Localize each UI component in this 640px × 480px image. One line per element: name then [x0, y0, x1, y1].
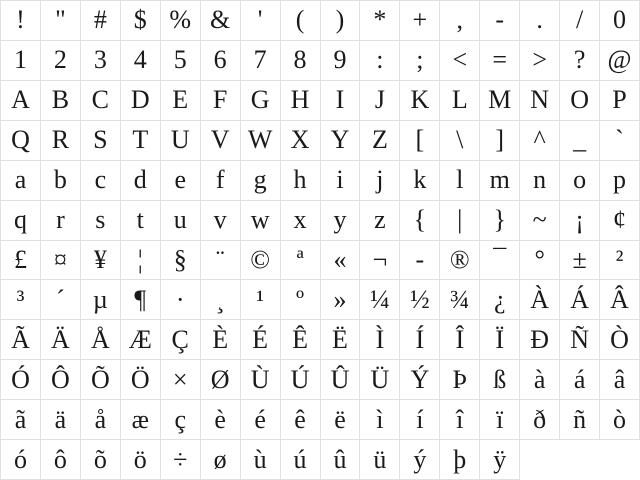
glyph-cell[interactable]: ¯ — [480, 241, 520, 281]
glyph-cell[interactable]: R — [41, 121, 81, 161]
glyph-cell[interactable]: M — [480, 81, 520, 121]
glyph-cell[interactable]: Ü — [360, 360, 400, 400]
glyph-cell[interactable]: 5 — [161, 41, 201, 81]
glyph-cell[interactable]: Æ — [121, 320, 161, 360]
glyph-cell[interactable]: H — [281, 81, 321, 121]
glyph-cell[interactable]: º — [281, 280, 321, 320]
glyph-cell[interactable]: b — [41, 161, 81, 201]
glyph-cell[interactable]: @ — [600, 41, 640, 81]
glyph-cell[interactable]: ¤ — [41, 241, 81, 281]
glyph-cell[interactable]: ¹ — [241, 280, 281, 320]
glyph-cell[interactable]: á — [560, 360, 600, 400]
glyph-cell[interactable]: V — [201, 121, 241, 161]
glyph-cell[interactable]: Ô — [41, 360, 81, 400]
glyph-cell[interactable]: n — [520, 161, 560, 201]
glyph-cell[interactable]: ¾ — [440, 280, 480, 320]
glyph-cell[interactable]: ÿ — [480, 440, 520, 480]
glyph-cell[interactable]: = — [480, 41, 520, 81]
glyph-cell[interactable]: W — [241, 121, 281, 161]
glyph-cell[interactable]: · — [161, 280, 201, 320]
glyph-cell[interactable]: à — [520, 360, 560, 400]
glyph-cell[interactable]: E — [161, 81, 201, 121]
glyph-cell[interactable]: ^ — [520, 121, 560, 161]
glyph-cell[interactable]: c — [81, 161, 121, 201]
glyph-cell[interactable]: p — [600, 161, 640, 201]
glyph-cell[interactable]: a — [1, 161, 41, 201]
glyph-cell[interactable]: è — [201, 400, 241, 440]
glyph-cell[interactable]: h — [281, 161, 321, 201]
glyph-cell[interactable]: [ — [400, 121, 440, 161]
glyph-cell[interactable]: % — [161, 1, 201, 41]
glyph-cell[interactable]: ÷ — [161, 440, 201, 480]
glyph-cell[interactable]: / — [560, 1, 600, 41]
glyph-cell[interactable]: G — [241, 81, 281, 121]
glyph-cell[interactable]: 1 — [1, 41, 41, 81]
glyph-cell[interactable]: ô — [41, 440, 81, 480]
glyph-cell[interactable]: 2 — [41, 41, 81, 81]
glyph-cell[interactable]: 4 — [121, 41, 161, 81]
glyph-cell[interactable]: ¥ — [81, 241, 121, 281]
glyph-cell[interactable]: K — [400, 81, 440, 121]
glyph-cell[interactable]: î — [440, 400, 480, 440]
glyph-cell[interactable]: ` — [600, 121, 640, 161]
glyph-cell[interactable]: # — [81, 1, 121, 41]
glyph-cell[interactable]: Ç — [161, 320, 201, 360]
glyph-cell[interactable]: ¼ — [360, 280, 400, 320]
glyph-cell[interactable]: Î — [440, 320, 480, 360]
glyph-cell[interactable]: ² — [600, 241, 640, 281]
glyph-cell[interactable]: ö — [121, 440, 161, 480]
glyph-cell[interactable]: Þ — [440, 360, 480, 400]
glyph-cell[interactable]: 8 — [281, 41, 321, 81]
glyph-cell[interactable]: . — [520, 1, 560, 41]
glyph-cell[interactable]: ® — [440, 241, 480, 281]
glyph-cell[interactable]: ý — [400, 440, 440, 480]
glyph-cell[interactable]: ë — [321, 400, 361, 440]
empty-cell — [600, 440, 640, 480]
glyph-cell[interactable]: Ò — [600, 320, 640, 360]
glyph-cell[interactable]: I — [321, 81, 361, 121]
glyph-cell[interactable]: q — [1, 201, 41, 241]
glyph-cell[interactable]: ä — [41, 400, 81, 440]
glyph-cell[interactable]: µ — [81, 280, 121, 320]
glyph-cell[interactable]: ] — [480, 121, 520, 161]
glyph-cell[interactable]: P — [600, 81, 640, 121]
glyph-cell[interactable]: T — [121, 121, 161, 161]
glyph-cell[interactable]: © — [241, 241, 281, 281]
glyph-cell[interactable]: Û — [321, 360, 361, 400]
glyph-cell[interactable]: ? — [560, 41, 600, 81]
glyph-cell[interactable]: Ö — [121, 360, 161, 400]
empty-cell — [520, 440, 560, 480]
glyph-cell[interactable]: : — [360, 41, 400, 81]
glyph-cell[interactable]: d — [121, 161, 161, 201]
glyph-cell[interactable]: æ — [121, 400, 161, 440]
glyph-cell[interactable]: ' — [241, 1, 281, 41]
glyph-cell[interactable]: Ë — [321, 320, 361, 360]
glyph-cell[interactable]: ( — [281, 1, 321, 41]
glyph-cell[interactable]: , — [440, 1, 480, 41]
glyph-cell[interactable]: v — [201, 201, 241, 241]
glyph-cell[interactable]: Ì — [360, 320, 400, 360]
glyph-cell[interactable]: ½ — [400, 280, 440, 320]
glyph-cell[interactable]: ¿ — [480, 280, 520, 320]
glyph-cell[interactable]: ´ — [41, 280, 81, 320]
glyph-cell[interactable]: ¨ — [201, 241, 241, 281]
glyph-cell[interactable]: \ — [440, 121, 480, 161]
glyph-cell[interactable]: ù — [241, 440, 281, 480]
glyph-cell[interactable]: ª — [281, 241, 321, 281]
glyph-cell[interactable]: ¡ — [560, 201, 600, 241]
glyph-cell[interactable]: Y — [321, 121, 361, 161]
glyph-cell[interactable]: Õ — [81, 360, 121, 400]
glyph-cell[interactable]: F — [201, 81, 241, 121]
glyph-cell[interactable]: ¬ — [360, 241, 400, 281]
glyph-cell[interactable]: ñ — [560, 400, 600, 440]
glyph-cell[interactable]: Ø — [201, 360, 241, 400]
glyph-cell[interactable]: l — [440, 161, 480, 201]
glyph-cell[interactable]: C — [81, 81, 121, 121]
glyph-cell[interactable]: Ú — [281, 360, 321, 400]
glyph-cell[interactable]: ð — [520, 400, 560, 440]
glyph-cell[interactable]: ì — [360, 400, 400, 440]
glyph-cell[interactable]: < — [440, 41, 480, 81]
glyph-cell[interactable]: g — [241, 161, 281, 201]
glyph-cell[interactable]: u — [161, 201, 201, 241]
glyph-cell[interactable]: ç — [161, 400, 201, 440]
glyph-cell[interactable]: J — [360, 81, 400, 121]
glyph-cell[interactable]: D — [121, 81, 161, 121]
glyph-cell[interactable]: + — [400, 1, 440, 41]
glyph-cell[interactable]: ; — [400, 41, 440, 81]
glyph-cell[interactable]: ¦ — [121, 241, 161, 281]
glyph-cell[interactable]: ¸ — [201, 280, 241, 320]
glyph-cell[interactable]: ~ — [520, 201, 560, 241]
glyph-cell[interactable]: ß — [480, 360, 520, 400]
glyph-cell[interactable]: _ — [560, 121, 600, 161]
glyph-cell[interactable]: Q — [1, 121, 41, 161]
glyph-cell[interactable]: Ê — [281, 320, 321, 360]
glyph-cell[interactable]: Â — [600, 280, 640, 320]
glyph-cell[interactable]: 9 — [321, 41, 361, 81]
glyph-cell[interactable]: L — [440, 81, 480, 121]
glyph-cell[interactable]: é — [241, 400, 281, 440]
glyph-cell[interactable]: S — [81, 121, 121, 161]
glyph-cell[interactable]: Ð — [520, 320, 560, 360]
glyph-cell[interactable]: ° — [520, 241, 560, 281]
glyph-cell[interactable]: ø — [201, 440, 241, 480]
glyph-cell[interactable]: r — [41, 201, 81, 241]
glyph-cell[interactable]: x — [281, 201, 321, 241]
glyph-cell[interactable]: ò — [600, 400, 640, 440]
glyph-cell[interactable]: j — [360, 161, 400, 201]
glyph-cell[interactable]: N — [520, 81, 560, 121]
glyph-cell[interactable]: e — [161, 161, 201, 201]
glyph-cell[interactable]: û — [321, 440, 361, 480]
glyph-cell[interactable]: 7 — [241, 41, 281, 81]
glyph-cell[interactable]: ú — [281, 440, 321, 480]
glyph-cell[interactable]: - — [400, 241, 440, 281]
glyph-cell[interactable]: ! — [1, 1, 41, 41]
glyph-cell[interactable]: É — [241, 320, 281, 360]
glyph-cell[interactable]: - — [480, 1, 520, 41]
glyph-cell[interactable]: X — [281, 121, 321, 161]
glyph-cell[interactable]: & — [201, 1, 241, 41]
glyph-cell[interactable]: } — [480, 201, 520, 241]
glyph-cell[interactable]: Ã — [1, 320, 41, 360]
glyph-cell[interactable]: ê — [281, 400, 321, 440]
glyph-cell[interactable]: ¶ — [121, 280, 161, 320]
glyph-cell[interactable]: Ï — [480, 320, 520, 360]
glyph-cell[interactable]: × — [161, 360, 201, 400]
glyph-cell[interactable]: Å — [81, 320, 121, 360]
glyph-cell[interactable]: « — [321, 241, 361, 281]
glyph-cell[interactable]: f — [201, 161, 241, 201]
glyph-cell[interactable]: Ó — [1, 360, 41, 400]
glyph-cell[interactable]: $ — [121, 1, 161, 41]
glyph-cell[interactable]: 3 — [81, 41, 121, 81]
glyph-cell[interactable]: Ä — [41, 320, 81, 360]
glyph-cell[interactable]: o — [560, 161, 600, 201]
glyph-cell[interactable]: | — [440, 201, 480, 241]
glyph-cell[interactable]: { — [400, 201, 440, 241]
glyph-cell[interactable]: â — [600, 360, 640, 400]
glyph-cell[interactable]: À — [520, 280, 560, 320]
glyph-cell[interactable]: Ý — [400, 360, 440, 400]
glyph-cell[interactable]: § — [161, 241, 201, 281]
glyph-cell[interactable]: Z — [360, 121, 400, 161]
glyph-cell[interactable]: 6 — [201, 41, 241, 81]
glyph-cell[interactable]: s — [81, 201, 121, 241]
glyph-cell[interactable]: O — [560, 81, 600, 121]
glyph-cell[interactable]: ) — [321, 1, 361, 41]
glyph-cell[interactable]: ³ — [1, 280, 41, 320]
glyph-cell[interactable]: Í — [400, 320, 440, 360]
glyph-cell[interactable]: Á — [560, 280, 600, 320]
glyph-cell[interactable]: A — [1, 81, 41, 121]
glyph-cell[interactable]: ï — [480, 400, 520, 440]
glyph-cell[interactable]: y — [321, 201, 361, 241]
glyph-cell[interactable]: ó — [1, 440, 41, 480]
glyph-cell[interactable]: ü — [360, 440, 400, 480]
glyph-cell[interactable]: å — [81, 400, 121, 440]
glyph-cell[interactable]: i — [321, 161, 361, 201]
glyph-cell[interactable]: ã — [1, 400, 41, 440]
glyph-cell[interactable]: ¢ — [600, 201, 640, 241]
glyph-cell[interactable]: m — [480, 161, 520, 201]
glyph-cell[interactable]: Ñ — [560, 320, 600, 360]
glyph-cell[interactable]: » — [321, 280, 361, 320]
glyph-cell[interactable]: U — [161, 121, 201, 161]
glyph-cell[interactable]: õ — [81, 440, 121, 480]
glyph-cell[interactable]: í — [400, 400, 440, 440]
glyph-cell[interactable]: > — [520, 41, 560, 81]
glyph-cell[interactable]: w — [241, 201, 281, 241]
glyph-cell[interactable]: þ — [440, 440, 480, 480]
glyph-cell[interactable]: £ — [1, 241, 41, 281]
glyph-cell[interactable]: 0 — [600, 1, 640, 41]
glyph-cell[interactable]: k — [400, 161, 440, 201]
glyph-cell[interactable]: z — [360, 201, 400, 241]
empty-cell — [560, 440, 600, 480]
glyph-cell[interactable]: È — [201, 320, 241, 360]
glyph-cell[interactable]: " — [41, 1, 81, 41]
glyph-cell[interactable]: ± — [560, 241, 600, 281]
glyph-cell[interactable]: B — [41, 81, 81, 121]
glyph-cell[interactable]: t — [121, 201, 161, 241]
glyph-cell[interactable]: * — [360, 1, 400, 41]
glyph-cell[interactable]: Ù — [241, 360, 281, 400]
